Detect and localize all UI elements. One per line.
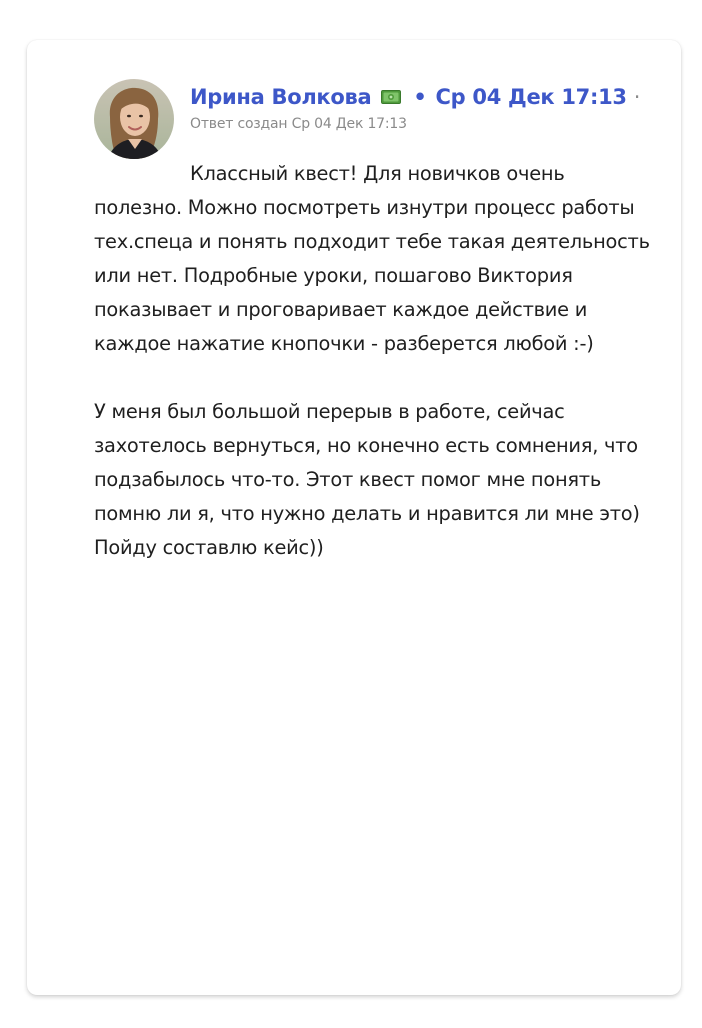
avatar[interactable]	[94, 79, 174, 159]
comment-card	[27, 40, 681, 995]
money-banknote-icon	[381, 82, 401, 112]
comment-header	[190, 82, 640, 134]
author-name[interactable]: Ирина Волкова	[190, 85, 372, 109]
comment-date[interactable]: Ср 04 Дек 17:13	[435, 85, 627, 109]
trailing-separator: ·	[633, 85, 641, 109]
author-line	[190, 82, 640, 112]
separator-dot: •	[413, 85, 427, 109]
comment-paragraph-2: У меня был большой перерыв в работе, сейчас захотелось вернуться, но конечно есть сомнения, что подзабылось что-то. Этот квест помог мне понять помню ли я, что нужно делать и нравится ли мне это) Пойду составлю кейс))	[94, 400, 640, 559]
avatar-image	[94, 79, 174, 159]
created-timestamp: Ответ создан Ср 04 Дек 17:13	[190, 116, 407, 132]
comment-body	[94, 157, 654, 565]
comment-paragraph-1: Классный квест! Для новичков очень полезно. Можно посмотреть изнутри процесс работы тех.спеца и понять подходит тебе такая деятельность или нет. Подробные уроки, пошагово Виктория показывает и проговаривает каждое действие и каждое нажатие кнопочки - разберется любой :-)	[94, 162, 650, 355]
